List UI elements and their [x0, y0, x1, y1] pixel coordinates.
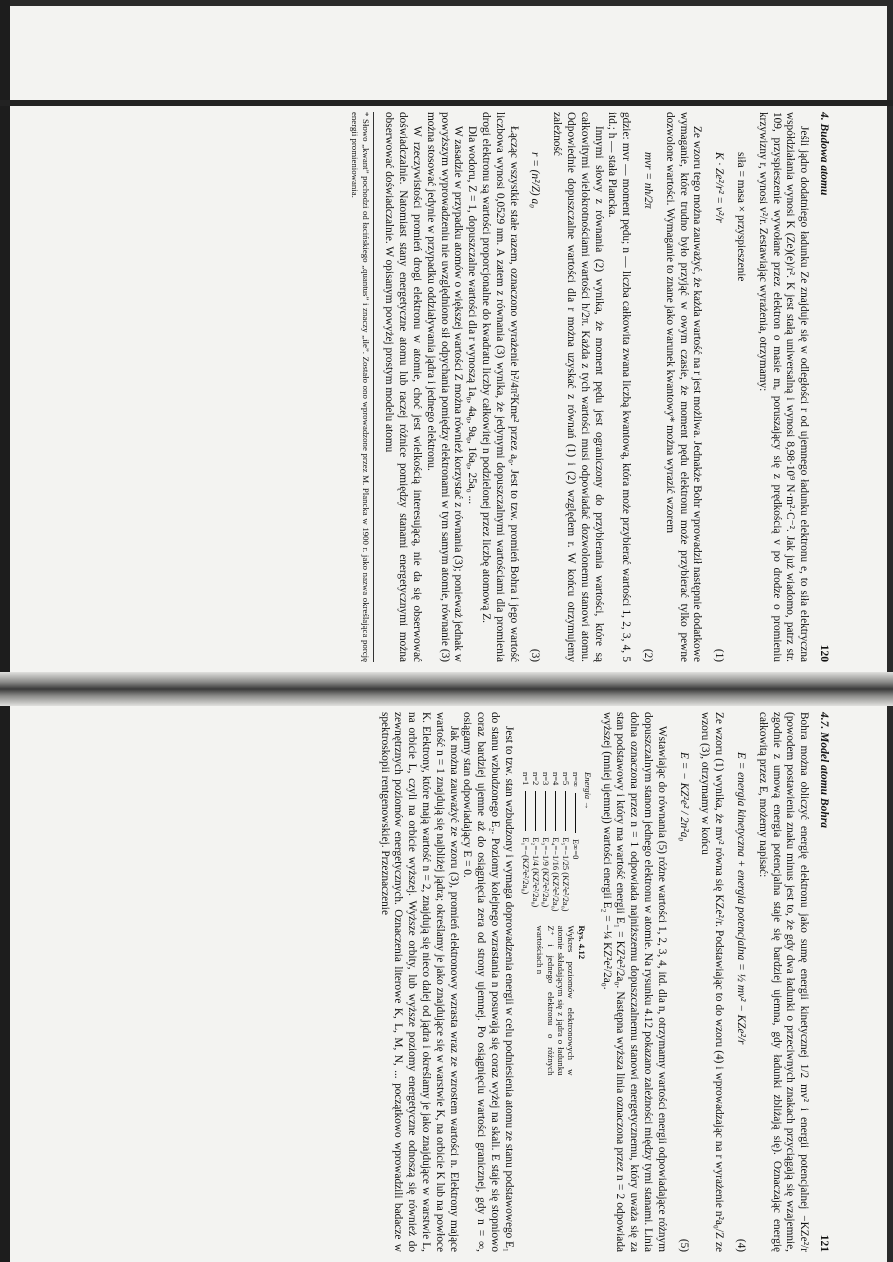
energy-level: n=5 E₅=−1/25 (KZ²e²/2a₀) — [560, 772, 571, 912]
right-paragraph-1: Bohra można obliczyć energię elektronu jako sumę energii kinetycznej 1/2 mv² i energii potencjalnej −KZe²/r (powodem postawienia znaku minus jest to, że gdy dwa ładunki o przeciwnych znakach przyciągają się wzajemnie, zgodnie z umową energia potencjalna staje się bardziej ujemna, gdy ładunki zbliżają się). Oznaczając energię całkowitą przez E, możemy napisać: — [756, 712, 811, 1252]
equation-5: E = − KZ²e² / 2n²a₀ (5) — [677, 752, 690, 1252]
energy-level: n=4 E₄=−1/16 (KZ²e²/2a₀) — [550, 772, 561, 912]
figure-caption-title: Rys. 4.12 — [576, 925, 587, 960]
right-paragraph-4: Jest to tzw. stan wzbudzony i wymaga doprowadzenia energii w celu podniesienia atomu ze stanu podstawowego E₁ do stanu wzbudzonego E₂. Poziomy kolejnego wzrastania n posuwają się coraz wyżej na skali. E staje się stopniowo coraz bardziej ujemne aż do osiągnięcia zera od strony ujemnej. Po osiągnięciu wartości granicznej, gdy n = ∞, osiągamy stan odpowiadający E = 0. — [461, 712, 515, 1252]
left-footnote: * Słowo „kwant” pochodzi od łacińskiego „quantus” i znaczy „ile”. Zostało ono wprowadzone przez M. Plancka w 1900 r. jako nazwa określająca porcję energii promieniowania. — [350, 112, 374, 662]
left-header-title: 4. Budowa atomu — [818, 112, 830, 196]
right-paragraph-2: Ze wzoru (1) wynika, że mv² równa się KZe²/r. Podstawiając to do wzoru (4) i wprowadzając na r wyrażenie n²a₀/Z ze wzoru (3), otrzymamy w końcu — [699, 712, 726, 1252]
right-header-title: 4.7. Model atomu Bohra — [818, 712, 830, 828]
arrow-right-icon: → — [582, 801, 593, 810]
right-page-header — [816, 712, 830, 1252]
energy-level: n=2 E₂=−1/4 (KZ²e²/2a₀) — [530, 772, 541, 908]
left-paragraph-3: gdzie: mvr — moment pędu; n — liczba całkowita zwana liczbą kwantową, która może przybierać wartości 1, 2, 3, 4, 5 itd.; h — stała Plancka. — [606, 112, 633, 662]
left-page-number: 120 — [818, 644, 830, 662]
right-paragraph-3: Wstawiając do równania (5) różne wartości 1, 2, 3, 4, itd. dla n, otrzymamy wartości energii odpowiadające różnym dopuszczalnym stanom jednego elektronu w atomie. Na rysunku 4.12 pokazano zależności między tymi stanami. Linia dolna oznaczona przez n = 1 odpowiada najniższemu dopuszczalnemu stanowi energetycznemu, który uważa się za stan podstawowy i który ma wartość energii E₁ = KZ²e²/2a₀. Następna wyższa linia oznaczona przez n = 2 odpowiada wyższej (mniej ujemnej) wartości energii E₂ = −¼ KZ²e²/2a₀. — [600, 712, 668, 1252]
right-page — [90, 712, 830, 1252]
left-paragraph-8: W rzeczywistości promień drogi elektronu w atomie, choć jest wielkością interesującą, nie da się obserwować doświadczalnie. Natomiast stany energetyczne atomu lub raczej różnice pomiędzy stanami energetycznymi można obserwować doświadczalnie. W opisanym powyżej prostym modelu atomu — [383, 112, 424, 662]
equation-force-mass: siła = masa × przyspieszenie — [735, 152, 748, 282]
equation-3: r = (n²/Z) a₀ (3) — [529, 152, 542, 662]
left-paragraph-5: Łącząc wszystkie stałe razem, oznaczono wyrażenie h²/4π²Kme² przez a₀. Jest to tzw. promień Bohra i jego wartość liczbowa wynosi 0,0529 nm. A zatem z równania (3) wynika, że jedynymi dopuszczalnymi wartościami dla promienia drogi elektronu są wartości proporcjonalne do kwadratu liczby całkowitej n podzielonej przez liczbę atomową Z. — [480, 112, 520, 662]
equation-1: K · Ze²/r² = v²/r (1) — [713, 152, 726, 662]
scan-edge-left — [0, 0, 10, 1262]
left-page-header — [816, 112, 830, 662]
scan-top-band — [0, 100, 893, 106]
energy-axis-label: Energia — [582, 772, 593, 800]
left-paragraph-2: Ze wzoru tego można zauważyć, że każda wartość na r jest możliwa. Jednakże Bohr wprowadził następnie dodatkowe wymaganie, które trudno było przyjąć w owym czasie, że moment pędu elektronu może przybierać tylko pewne dozwolone wartości. Wymaganie to znane jako warunek kwantowy* można wyrazić wzorem — [663, 112, 704, 662]
left-paragraph-1: Jeśli jądro dodatniego ładunku Ze znajduje się w odległości r od ujemnego ładunku elektronu e, to siła elektryczna współdziałania wynosi K (Ze)(e)/r². K jest stałą uniwersalną i wynosi 8,98·10⁹ N·m²·C⁻². Jak już wiadomo, patrz str. 109, przyspieszenie wywołane przez elektron o masie mₑ poruszający się z prędkością v po drodze o promieniu krzywizny r, wynosi v²/r. Zestawiając wyrażenia, otrzymamy: — [756, 112, 811, 662]
energy-level: n=∞ E∞=0 — [570, 772, 581, 860]
energy-level-figure — [521, 772, 593, 1252]
figure-caption — [521, 926, 593, 1076]
book-gutter — [0, 672, 893, 706]
scan-edge-right — [887, 0, 893, 1262]
energy-levels-diagram — [521, 772, 593, 912]
scan-edge-top — [0, 0, 893, 6]
left-paragraph-6: Dla wodoru, Z = 1, dopuszczalne wartości dla r wynoszą 1a₀, 4a₀, 9a₀, 16a₀, 25a₀ ... — [466, 126, 479, 505]
right-page-number: 121 — [818, 1234, 830, 1252]
left-paragraph-4: Innymi słowy z równania (2) wynika, że moment pędu jest ograniczony do przybierania wartości, które są całkowitymi wielokrotnościami wartości h/2π. Każda z tych wartości musi odpowiadać dozwolonemu stanowi atomu. Odpowiednie dopuszczalne wartości dla r można uzyskać z równań (1) i (2) względem r. W końcu otrzymujemy zależność — [551, 112, 605, 662]
energy-level: n=1 E₁=−(KZ²e²/2a₀) — [520, 772, 531, 895]
left-page — [90, 112, 830, 662]
equation-2: mvr = nh/2π (2) — [642, 152, 655, 662]
equation-4: E = energia kinetyczna + energia potencjalna = ½ mv² − KZe²/r (4) — [735, 752, 748, 1252]
left-paragraph-7: W zasadzie w przypadku atomów o większej wartości Z można również korzystać z równania (3); ponieważ jednak w powyższym wyprowadzeniu nie uwzględniono sił odpychania pomiędzy elektronami w tym samym atomie, równanie (3) można stosować jedynie w przypadku oddziaływania jądra i jednego elektronu. — [424, 112, 465, 662]
figure-caption-text: Wykres poziomów elektronowych w atomie składającym się z jądra o ładunku Z⁺ i jednego elektronu o różnych wartościach n — [535, 925, 577, 1076]
energy-level: n=3 E₃=−1/9 (KZ²e²/2a₀) — [540, 772, 551, 908]
right-paragraph-5: Jak można zauważyć ze wzoru (3), promień elektronowy wzrasta wraz ze wzrostem wartości n. Elektrony mające wartość n = 1 znajdują się najbliżej jądra; określamy je jako znajdujące się w warstwie K, na orbicie K lub na powłoce K. Elektrony, które mają wartość n = 2, znajdują się nieco dalej od jądra i określamy je jako znajdujące w warstwie L, na orbicie L, czyli na orbicie wyższej. Wyższe orbity, lub wyższe poziomy energetyczne odnoszą się również do zewnętrznych poziomów energetycznych. Oznaczenia literowe K, L, M, N, ... początkowo wprowadzili badacze w spektroskopii rentgenowskiej. Przeznaczenie — [378, 712, 460, 1252]
